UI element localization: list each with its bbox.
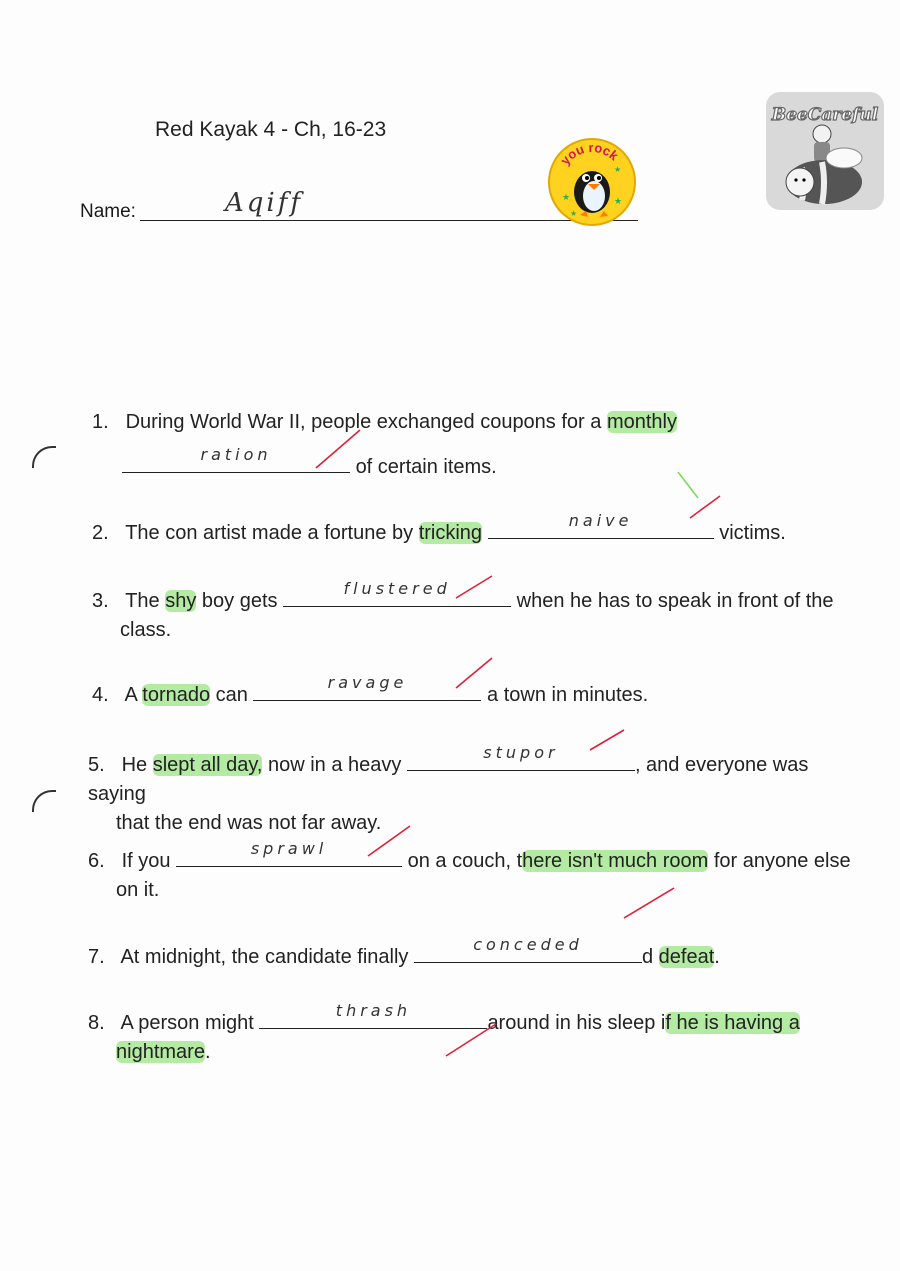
handwritten-answer: stupor xyxy=(483,743,559,762)
highlighted-text: nightmare xyxy=(116,1041,205,1063)
sticker-text: you rock xyxy=(557,139,622,168)
question-text: a town in minutes. xyxy=(487,684,649,706)
question-text: can xyxy=(215,684,248,706)
question-text: A xyxy=(124,684,137,706)
question-text: . xyxy=(204,1041,211,1063)
question-text: victims. xyxy=(719,522,786,544)
question-number: 6. xyxy=(88,850,105,872)
question-text: , and everyone was saying xyxy=(88,754,809,805)
question-number: 5. xyxy=(88,754,105,776)
svg-text:★: ★ xyxy=(570,209,578,218)
handwritten-answer: naive xyxy=(568,511,633,530)
answer-blank[interactable] xyxy=(176,839,402,867)
handwritten-answer: sprawl xyxy=(250,839,328,858)
question-text: that the end was not far away. xyxy=(116,812,382,834)
question-3 xyxy=(92,579,872,645)
question-text: At midnight, the candidate finally xyxy=(120,946,409,968)
svg-text:★: ★ xyxy=(614,165,622,174)
question-8 xyxy=(88,1001,868,1067)
question-6 xyxy=(88,839,868,905)
svg-text:★: ★ xyxy=(562,192,571,202)
question-7 xyxy=(88,935,868,972)
question-text: on it. xyxy=(116,879,160,901)
question-text: class. xyxy=(120,619,172,641)
question-text: on a couch, t xyxy=(407,850,523,872)
question-text: If you xyxy=(121,850,171,872)
student-name: Aqiff xyxy=(225,188,303,218)
question-text: when he has to speak in front of the xyxy=(516,590,834,612)
question-1-line2 xyxy=(122,445,900,482)
answer-blank[interactable] xyxy=(407,743,635,771)
highlighted-text: here isn't much room xyxy=(522,850,709,872)
question-number: 8. xyxy=(88,1012,105,1034)
handwritten-answer: conceded xyxy=(473,935,583,954)
question-text: . xyxy=(714,946,720,968)
question-text: now in a heavy xyxy=(267,754,402,776)
highlighted-text: defeat xyxy=(658,946,715,968)
highlighted-text: tornado xyxy=(142,684,211,706)
highlighted-text: shy xyxy=(165,590,197,612)
question-number: 4. xyxy=(92,684,109,706)
answer-blank[interactable] xyxy=(488,511,714,539)
question-number: 7. xyxy=(88,946,105,968)
handwritten-answer: ration xyxy=(200,445,272,464)
question-number: 2. xyxy=(92,522,109,544)
handwritten-answer: thrash xyxy=(335,1001,412,1020)
question-text: for anyone else xyxy=(713,850,851,872)
question-text: During World War II, people exchanged coupons for a xyxy=(125,411,602,433)
question-text: A person might xyxy=(120,1012,254,1034)
question-text: The xyxy=(125,590,160,612)
answer-blank[interactable] xyxy=(253,673,481,701)
highlighted-text: monthly xyxy=(606,411,677,433)
punch-hole xyxy=(32,446,56,468)
question-text: The con artist made a fortune by xyxy=(125,522,414,544)
you-rock-sticker xyxy=(548,138,636,226)
punch-hole xyxy=(32,790,56,812)
logo-text: BeeCareful xyxy=(771,105,879,125)
highlighted-text: slept all day, xyxy=(152,754,263,776)
name-label: Name: xyxy=(80,201,136,222)
question-5 xyxy=(88,743,868,838)
question-number: 1. xyxy=(92,411,109,433)
question-text: He xyxy=(121,754,148,776)
question-number: 3. xyxy=(92,590,109,612)
handwritten-answer: flustered xyxy=(343,579,451,598)
worksheet-title: Red Kayak 4 - Ch, 16-23 xyxy=(155,118,387,141)
answer-blank[interactable] xyxy=(122,445,350,473)
question-2 xyxy=(92,511,872,548)
question-text: d xyxy=(641,946,654,968)
answer-blank[interactable] xyxy=(283,579,511,607)
handwritten-answer: ravage xyxy=(327,673,408,692)
highlighted-text: tricking xyxy=(418,522,483,544)
question-text: boy gets xyxy=(201,590,278,612)
question-text: of certain items. xyxy=(355,456,497,478)
question-1 xyxy=(92,408,872,437)
highlighted-text: f he is having a xyxy=(665,1012,800,1034)
answer-blank[interactable] xyxy=(259,1001,487,1029)
bee-careful-logo xyxy=(766,92,884,210)
question-4 xyxy=(92,673,872,710)
question-text: around in his sleep i xyxy=(487,1012,666,1034)
answer-blank[interactable] xyxy=(414,935,642,963)
svg-text:★: ★ xyxy=(614,196,623,206)
